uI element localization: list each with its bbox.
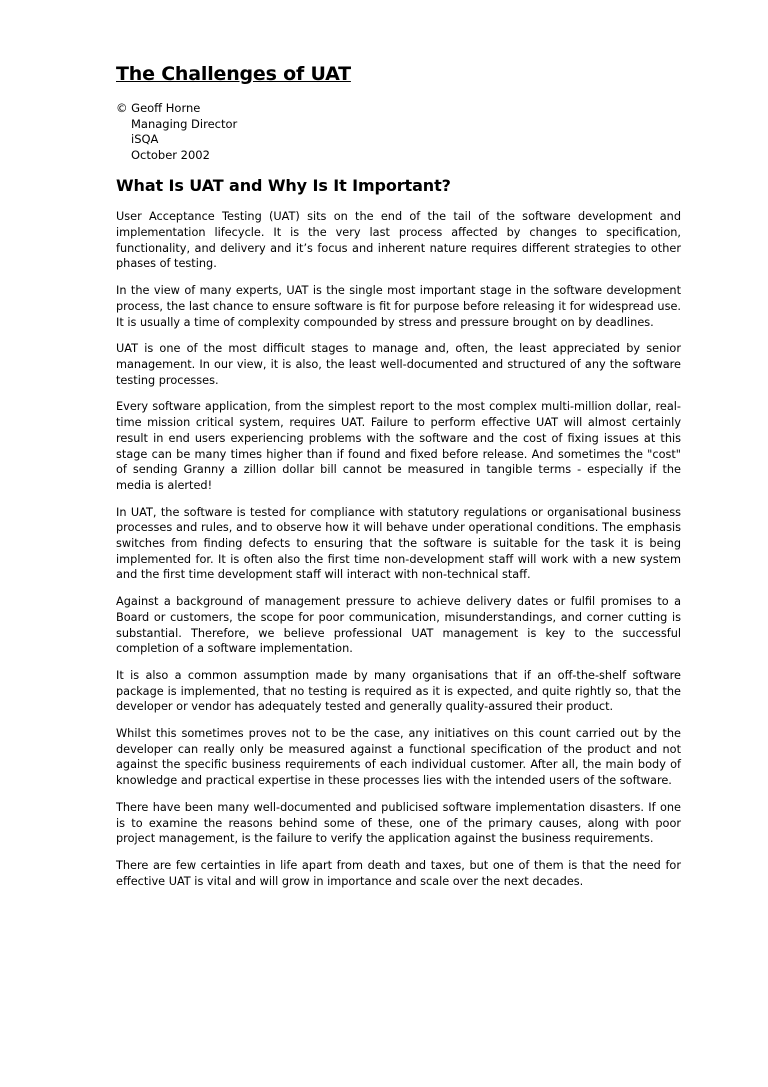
author-role: Managing Director	[131, 116, 238, 131]
paragraph-8: Whilst this sometimes proves not to be the case, any initiatives on this count carried out by the developer can really only be measured against a functional specification of the product and not against the specific business requirements of each individual customer. After all, the main body of knowledge and practical expertise in these processes lies with the intended users of the software.	[116, 727, 681, 788]
paragraph-4: Every software application, from the simplest report to the most complex multi-million dollar, real-time mission critical system, requires UAT. Failure to perform effective UAT will almost certainly result in end users experiencing problems with the software and the cost of fixing issues at this stage can be many times higher than if found and fixed before release. And sometimes the "cost" of sending Granny a zillion dollar bill cannot be measured in tangible terms - especially if the media is alerted!	[116, 400, 681, 492]
paragraph-3: UAT is one of the most difficult stages to manage and, often, the least appreciated by senior management. In our view, it is also, the least well-documented and structured of any the software testing processes.	[116, 342, 681, 387]
document-date: October 2002	[131, 147, 210, 162]
paragraph-6: Against a background of management pressure to achieve delivery dates or fulfil promises to a Board or customers, the scope for poor communication, misunderstandings, and corner cutting is substantial. Therefore, we believe professional UAT management is key to the successful completion of a software implementation.	[116, 595, 681, 656]
paragraph-9: There have been many well-documented and publicised software implementation disasters. If one is to examine the reasons behind some of these, one of the primary causes, along with poor project management, is the failure to verify the application against the business requirements.	[116, 800, 681, 846]
author-company: iSQA	[131, 132, 159, 147]
paragraph-10: There are few certainties in life apart from death and taxes, but one of them is that the need for effective UAT is vital and will grow in importance and scale over the next decades.	[116, 858, 681, 888]
paragraph-7: It is also a common assumption made by many organisations that if an off-the-shelf software package is implemented, that no testing is required as it is expected, and quite rightly so, that the developer or vendor has adequately tested and generally quality-assured their product.	[116, 668, 681, 714]
document-title: The Challenges of UAT	[116, 63, 351, 85]
paragraph-1: User Acceptance Testing (UAT) sits on the end of the tail of the software development and implementation lifecycle. It is the very last process affected by changes to specification, functionality, and delivery and it’s focus and inherent nature requires different strategies to other phases of testing.	[116, 210, 681, 271]
paragraph-2: In the view of many experts, UAT is the single most important stage in the software development process, the last chance to ensure software is fit for purpose before releasing it for widespread use. It is usually a time of complexity compounded by stress and pressure brought on by deadlines.	[116, 284, 681, 329]
author-copyright: © Geoff Horne	[116, 101, 201, 115]
author-block	[116, 101, 681, 163]
paragraph-5: In UAT, the software is tested for compliance with statutory regulations or organisational business processes and rules, and to observe how it will behave under operational conditions. The emphasis switches from finding defects to ensuring that the software is suitable for the task it is being implemented for. It is often also the first time non-development staff will work with a new system and the first time development staff will interact with non-technical staff.	[116, 505, 681, 582]
section-heading: What Is UAT and Why Is It Important?	[116, 176, 451, 196]
document-page	[116, 62, 681, 889]
